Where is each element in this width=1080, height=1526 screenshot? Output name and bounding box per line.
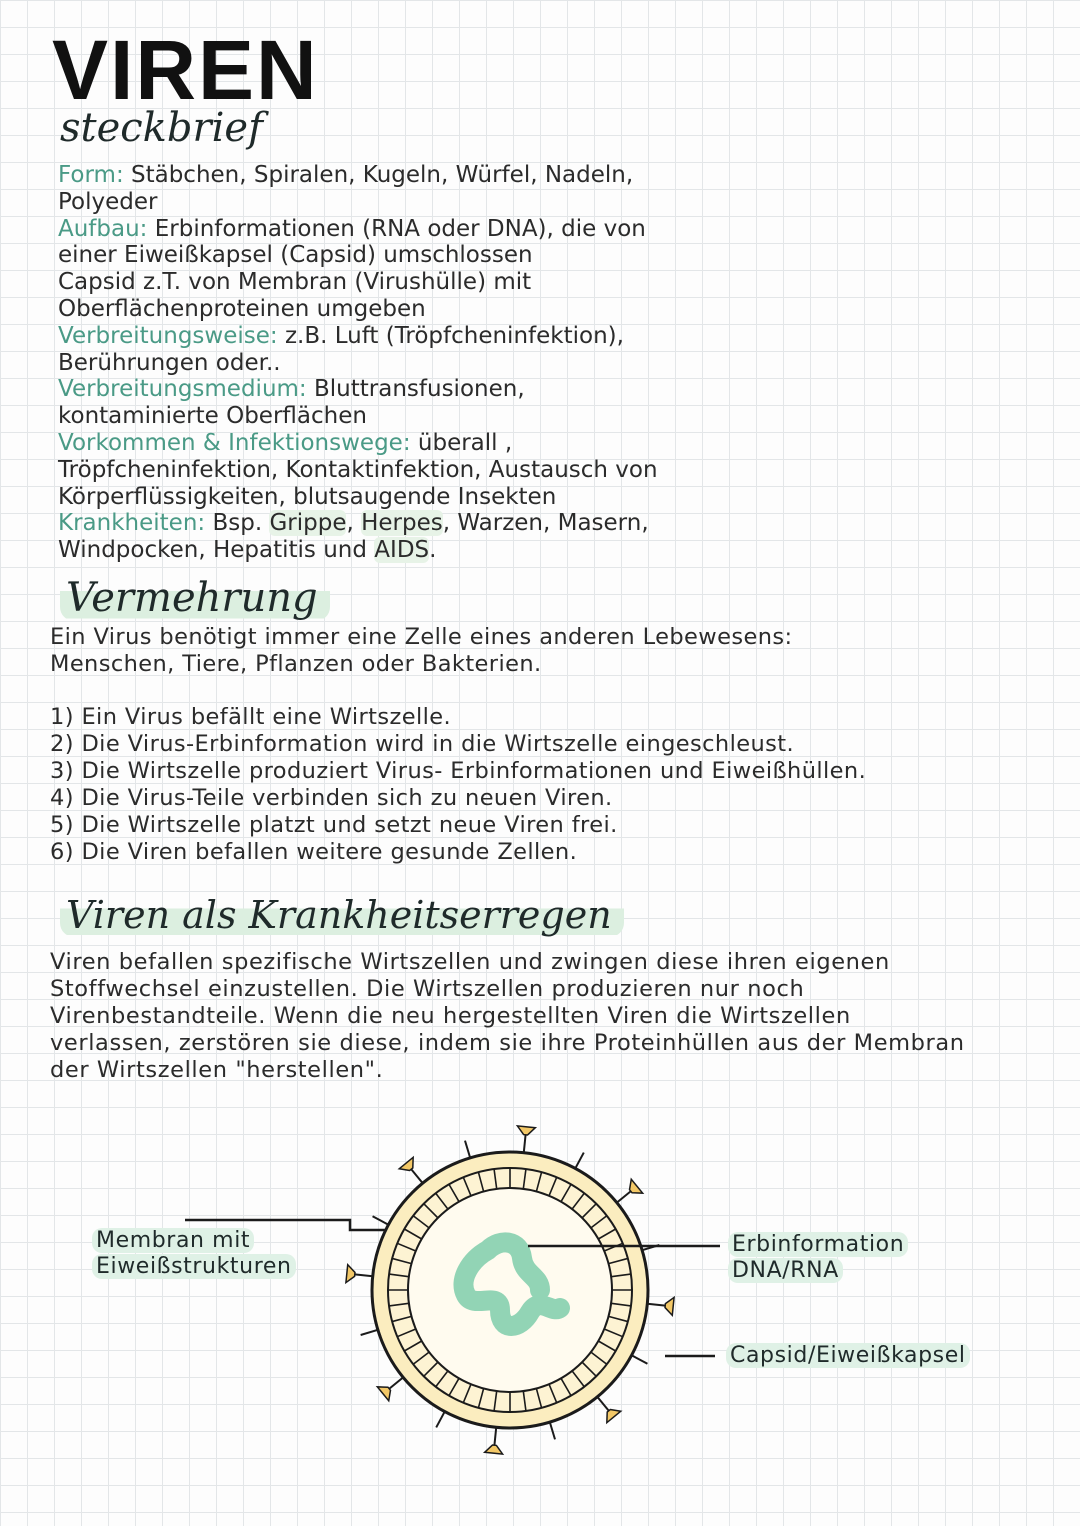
profile-item [58, 376, 818, 430]
page-title: VIREN [52, 23, 319, 117]
profile-text: Bluttransfusionen, [306, 376, 525, 403]
virus-diagram [0, 1100, 1080, 1480]
pathogens-line: der Wirtszellen "herstellen". [50, 1057, 384, 1083]
spike-protein [361, 1330, 378, 1335]
profile-key: Vorkommen & Infektionswege: [58, 429, 411, 456]
reproduction-intro-line: Menschen, Tiere, Pflanzen oder Bakterien. [50, 651, 542, 677]
reproduction-intro-line: Ein Virus benötigt immer eine Zelle eines anderen Lebewesens: [50, 624, 793, 650]
profile-key: Verbreitungsweise: [58, 322, 278, 349]
diseases-prefix: Bsp. [205, 510, 270, 537]
step-item: 6) Die Viren befallen weitere gesunde Zellen. [50, 839, 578, 865]
spike-protein [575, 1153, 584, 1169]
spike-protein [373, 1216, 389, 1225]
pathogens-line: Stoffwechsel einzustellen. Die Wirtszellen produzieren nur noch [50, 976, 805, 1002]
profile-key: Verbreitungsmedium: [58, 376, 307, 403]
diseases-line2_prefix: Windpocken, Hepatitis und [58, 537, 375, 564]
step-item: 1) Ein Virus befällt eine Wirtszelle. [50, 704, 452, 730]
spike-protein [436, 1412, 445, 1428]
reproduction-steps [50, 704, 866, 866]
profile-item [58, 430, 818, 510]
spike-protein [647, 1297, 674, 1315]
profile-text: Polyeder [58, 188, 158, 215]
capsid-label: Capsid/Eiweißkapsel [726, 1343, 970, 1369]
reproduction-heading: Vermehrung [60, 578, 330, 618]
profile-text: Körperflüssigkeiten, blutsaugende Insekten [58, 483, 557, 510]
diseases-aids: AIDS [374, 537, 430, 564]
pathogens-line: verlassen, zerstören sie diese, indem sie ihre Proteinhüllen aus der Membran [50, 1030, 965, 1056]
spike-protein [550, 1422, 555, 1439]
diseases-grippe: Grippe [269, 510, 347, 537]
pathogens-heading: Viren als Krankheitserregen [60, 896, 624, 934]
spike-protein [485, 1427, 503, 1454]
profile-text: Tröpfcheninfektion, Kontaktinfektion, Austausch von [58, 456, 658, 483]
spike-protein [465, 1141, 470, 1158]
step-item: 5) Die Wirtszelle platzt und setzt neue Viren frei. [50, 812, 618, 838]
step-item: 2) Die Virus-Erbinformation wird in die Wirtszelle eingeschleust. [50, 731, 795, 757]
profile-text: z.B. Luft (Tröpfcheninfektion), [277, 322, 624, 349]
spike-protein [632, 1355, 648, 1364]
spike-protein [399, 1157, 422, 1183]
spike-protein [346, 1265, 373, 1283]
profile-item [58, 323, 818, 377]
profile-text: Stäbchen, Spiralen, Kugeln, Würfel, Nadeln, [123, 162, 634, 188]
profile-text: Capsid z.T. von Membran (Virushülle) mit [58, 269, 532, 296]
pathogens-text [50, 949, 965, 1084]
profile-item [58, 162, 818, 216]
profile-text: kontaminierte Oberflächen [58, 403, 367, 430]
step-item: 3) Die Wirtszelle produziert Virus- Erbinformationen und Eiweißhüllen. [50, 758, 867, 784]
spike-protein [597, 1397, 620, 1423]
profile-key: Form: [58, 162, 124, 188]
diseases-sep1: , [346, 510, 362, 537]
capsid-inner [408, 1188, 612, 1392]
diseases-herpes: Herpes [361, 510, 443, 537]
profile-heading: steckbrief [60, 105, 263, 151]
profile-item [58, 216, 818, 323]
diseases-mid: , Warzen, Masern, [442, 510, 649, 537]
profile-text: überall , [410, 429, 513, 456]
profile-text: einer Eiweißkapsel (Capsid) umschlossen [58, 242, 533, 269]
reproduction-intro [50, 624, 792, 678]
membrane-label: Membran mit Eiweißstrukturen [92, 1228, 296, 1280]
profile-text: Oberflächenproteinen umgeben [58, 295, 426, 322]
pathogens-line: Viren befallen spezifische Wirtszellen und zwingen diese ihren eigenen [50, 949, 890, 975]
spike-protein [377, 1377, 403, 1400]
pathogens-line: Virenbestandteile. Wenn die neu hergestellten Viren die Wirtszellen [50, 1003, 851, 1029]
diseases-end: . [429, 537, 437, 564]
step-item: 4) Die Virus-Teile verbinden sich zu neuen Viren. [50, 785, 613, 811]
spike-protein [517, 1126, 535, 1153]
profile-key: Aufbau: [58, 215, 148, 242]
profile-list [58, 162, 818, 564]
profile-item-diseases [58, 510, 818, 564]
diseases-key: Krankheiten: [58, 510, 206, 537]
profile-text: Berührungen oder.. [58, 349, 281, 376]
spike-protein [617, 1179, 643, 1202]
genome-label: Erbinformation DNA/RNA [728, 1232, 908, 1284]
profile-text: Erbinformationen (RNA oder DNA), die von [147, 215, 646, 242]
